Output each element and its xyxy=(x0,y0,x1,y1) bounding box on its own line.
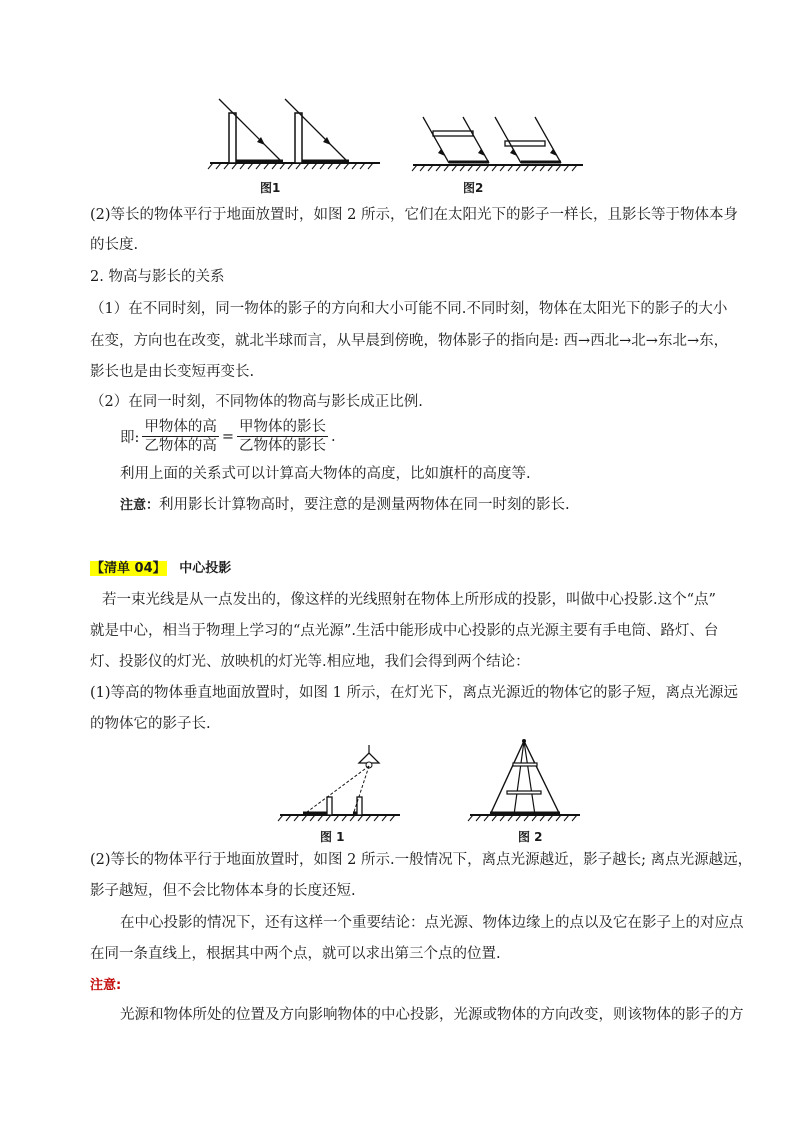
ratio-suffix: . xyxy=(331,428,336,445)
ratio-left-fraction xyxy=(142,418,219,455)
figure-caption: 图1 xyxy=(260,181,281,195)
ratio-denominator: 乙物体的影长 xyxy=(239,438,327,454)
note-label: 注意: xyxy=(90,978,122,993)
figure-caption: 图2 xyxy=(463,181,484,195)
paragraph-line: (2)等长的物体平行于地面放置时，如图 2 所示.一般情况下，离点光源越近，影子越长; 离点光源越远， xyxy=(90,852,753,868)
paragraph-line: 影长也是由长变短再变长. xyxy=(90,364,255,380)
section-heading-title: 中心投影 xyxy=(179,561,232,576)
figure-caption: 图 1 xyxy=(320,830,345,844)
paragraph-line: 在同一条直线上，根据其中两个点，就可以求出第三个点的位置. xyxy=(90,946,501,962)
paragraph-line: 灯、投影仪的灯光、放映机的灯光等.相应地，我们会得到两个结论： xyxy=(90,654,530,670)
paragraph-line: (2)等长的物体平行于地面放置时，如图 2 所示，它们在太阳光下的影子一样长，且影长等于物体本身 xyxy=(90,207,738,223)
note-label: 注意： xyxy=(120,498,160,513)
ratio-prefix: 即: xyxy=(120,430,140,446)
ratio-denominator: 乙物体的高 xyxy=(144,438,217,454)
section-tag: 【清单 04】 xyxy=(91,561,166,576)
paragraph-line: 影子越短，但不会比物体本身的长度还短. xyxy=(90,883,356,899)
paragraph-line: 利用上面的关系式可以计算高大物体的高度，比如旗杆的高度等. xyxy=(120,466,531,482)
ratio-right-fraction xyxy=(237,418,328,455)
note-line xyxy=(90,975,121,996)
paragraph-line: 在变，方向也在改变，就北半球而言，从早晨到傍晚，物体影子的指向是: 西→西北→北→东北→东， xyxy=(90,333,729,349)
section-heading xyxy=(90,558,231,579)
paragraph-line: 的长度. xyxy=(90,237,139,253)
paragraph-line: 若一束光线是从一点发出的，像这样的光线照射在物体上所形成的投影，叫做中心投影.这个“点” xyxy=(102,592,716,608)
paragraph-line: 在中心投影的情况下，还有这样一个重要结论：点光源、物体边缘上的点以及它在影子上的对应点 xyxy=(120,915,744,931)
ratio-formula xyxy=(120,418,336,455)
paragraph-line: (1)等高的物体垂直地面放置时，如图 1 所示，在灯光下，离点光源近的物体它的影子短，离点光源远 xyxy=(90,685,738,701)
paragraph-line: 光源和物体所处的位置及方向影响物体的中心投影，光源或物体的方向改变，则该物体的影子的方 xyxy=(120,1007,744,1023)
paragraph-line: 的物体它的影子长. xyxy=(90,716,211,732)
note-text: 利用影长计算物高时，要注意的是测量两物体在同一时刻的影长. xyxy=(159,497,570,513)
figure-caption: 图 2 xyxy=(518,830,543,844)
ratio-equals: = xyxy=(221,428,235,445)
section-title: 2. 物高与影长的关系 xyxy=(90,269,225,285)
paragraph-line: （2）在同一时刻，不同物体的物高与影长成正比例. xyxy=(90,394,423,410)
ratio-numerator: 甲物体的高 xyxy=(144,419,217,435)
central-projection-figure xyxy=(275,735,595,825)
paragraph-line: 就是中心，相当于物理上学习的“点光源”.生活中能形成中心投影的点光源主要有手电筒、路灯、台 xyxy=(90,623,719,639)
parallel-projection-figure xyxy=(205,95,595,175)
ratio-numerator: 甲物体的影长 xyxy=(239,419,327,435)
paragraph-line: （1）在不同时刻，同一物体的影子的方向和大小可能不同.不同时刻，物体在太阳光下的影子的大小 xyxy=(90,301,728,317)
note-line xyxy=(120,495,570,516)
